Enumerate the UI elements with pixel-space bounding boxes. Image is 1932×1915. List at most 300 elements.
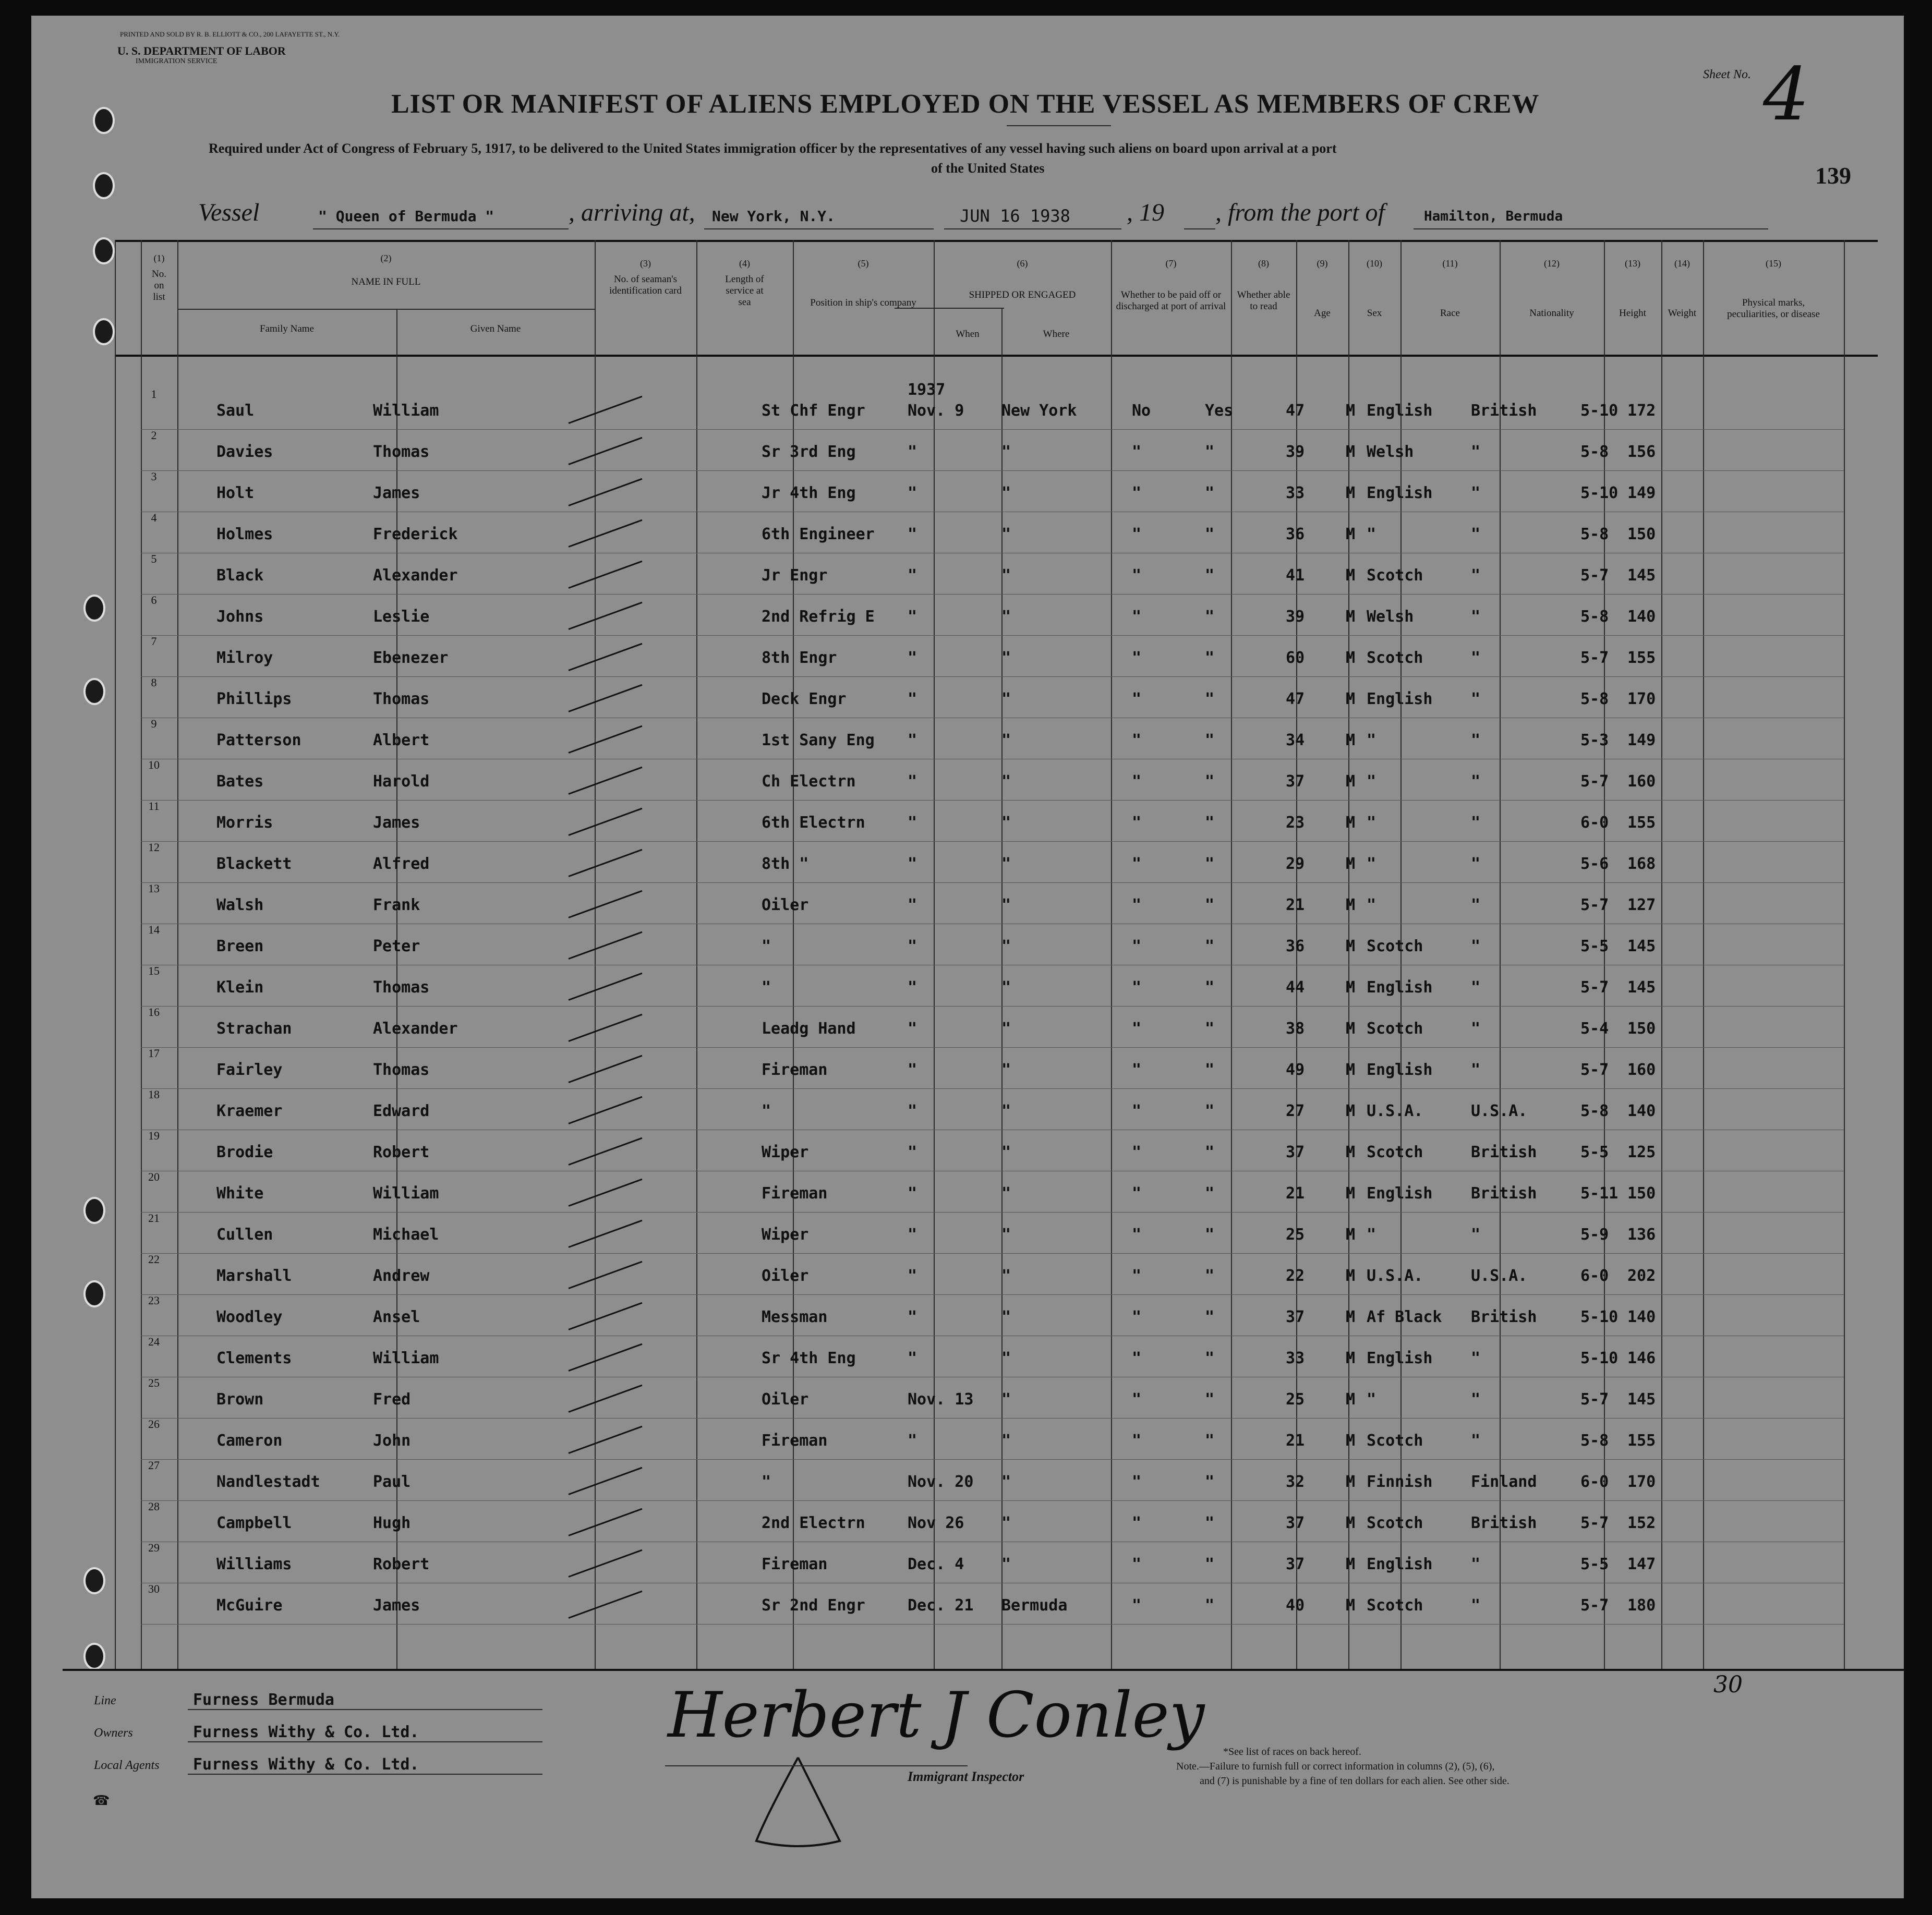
- cell-family: Clements: [216, 1349, 292, 1367]
- col3-header: No. of seaman's identification card: [609, 274, 682, 296]
- cell-family: Williams: [216, 1555, 292, 1573]
- check-mark: [568, 396, 642, 424]
- check-mark: [568, 602, 642, 630]
- cell-position: Jr 4th Eng: [762, 484, 856, 502]
- cell-race: ": [1367, 814, 1376, 832]
- cell-when: Nov. 9: [908, 402, 964, 420]
- cell-height: 5-7: [1580, 978, 1609, 997]
- row-rule: [141, 1253, 1844, 1254]
- cell-when: Nov. 13: [908, 1390, 974, 1409]
- check-mark: [568, 725, 642, 754]
- row-number: 22: [148, 1253, 160, 1266]
- cell-read: Yes: [1205, 402, 1234, 420]
- cell-weight: 160: [1627, 1061, 1656, 1079]
- cell-where: ": [1001, 978, 1011, 997]
- cell-nationality: ": [1471, 566, 1481, 585]
- vessel-name: " Queen of Bermuda ": [318, 208, 494, 225]
- cell-paid: ": [1132, 608, 1142, 626]
- cell-when: ": [908, 443, 917, 461]
- printer-line: PRINTED AND SOLD BY R. B. ELLIOTT & CO., 200 LAFAYETTE ST., N.Y.: [120, 30, 340, 38]
- cell-family: Walsh: [216, 896, 264, 914]
- cell-sex: M: [1346, 608, 1356, 626]
- cell-height: 5-7: [1580, 1514, 1609, 1532]
- cell-given: Thomas: [373, 1061, 430, 1079]
- cell-given: Leslie: [373, 608, 430, 626]
- column-rule: [177, 240, 178, 1669]
- line-rule: [188, 1709, 542, 1710]
- cell-when: ": [908, 484, 917, 502]
- cell-age: 21: [1286, 1184, 1305, 1203]
- cell-race: English: [1367, 1349, 1433, 1367]
- cell-family: Phillips: [216, 690, 292, 708]
- cell-given: William: [373, 402, 439, 420]
- cell-when: Nov 26: [908, 1514, 964, 1532]
- cell-paid: ": [1132, 1349, 1142, 1367]
- col15-header: Physical marks, peculiarities, or disease: [1727, 297, 1820, 320]
- punch-hole: [83, 1280, 105, 1307]
- cell-position: Wiper: [762, 1143, 809, 1161]
- arriving-label: , arriving at,: [569, 199, 695, 226]
- cell-nationality: ": [1471, 649, 1481, 667]
- cell-weight: 150: [1627, 1020, 1656, 1038]
- cell-family: Patterson: [216, 731, 301, 749]
- cell-nationality: British: [1471, 402, 1537, 420]
- row-rule: [141, 800, 1844, 801]
- cell-position: ": [762, 937, 771, 955]
- cell-read: ": [1205, 1432, 1215, 1450]
- cell-nationality: British: [1471, 1514, 1537, 1532]
- cell-height: 5-10: [1580, 1349, 1619, 1367]
- check-mark: [568, 1179, 642, 1207]
- row-rule: [141, 1047, 1844, 1048]
- cell-sex: M: [1346, 1308, 1356, 1326]
- cell-given: William: [373, 1184, 439, 1203]
- cell-sex: M: [1346, 690, 1356, 708]
- cell-sex: M: [1346, 566, 1356, 585]
- check-mark: [568, 1302, 642, 1330]
- col2b-header: Given Name: [470, 323, 521, 334]
- column-rule: [1703, 240, 1704, 1669]
- row-number: 5: [151, 552, 157, 565]
- cell-given: Albert: [373, 731, 430, 749]
- row-rule: [141, 882, 1844, 883]
- cell-family: Holt: [216, 484, 255, 502]
- cell-weight: 170: [1627, 690, 1656, 708]
- cell-when: ": [908, 1184, 917, 1203]
- signature-flourish: [751, 1752, 845, 1857]
- cell-position: Fireman: [762, 1555, 828, 1573]
- cell-weight: 145: [1627, 566, 1656, 585]
- cell-race: English: [1367, 1184, 1433, 1203]
- cell-family: Bates: [216, 772, 264, 791]
- cell-position: Fireman: [762, 1061, 828, 1079]
- cell-height: 5-8: [1580, 1102, 1609, 1120]
- cell-sex: M: [1346, 1349, 1356, 1367]
- cell-weight: 146: [1627, 1349, 1656, 1367]
- signature-rule: [665, 1765, 968, 1766]
- column-rule: [934, 240, 935, 1669]
- cell-family: Klein: [216, 978, 264, 997]
- cell-race: ": [1367, 855, 1376, 873]
- cell-age: 27: [1286, 1102, 1305, 1120]
- note-line-2: and (7) is punishable by a fine of ten dollars for each alien. See other side.: [1200, 1775, 1510, 1787]
- cell-sex: M: [1346, 1143, 1356, 1161]
- cell-height: 6-0: [1580, 814, 1609, 832]
- cell-age: 47: [1286, 402, 1305, 420]
- check-mark: [568, 1343, 642, 1372]
- cell-when: ": [908, 525, 917, 543]
- cell-read: ": [1205, 1390, 1215, 1409]
- cell-nationality: ": [1471, 731, 1481, 749]
- cell-race: ": [1367, 772, 1376, 791]
- cell-sex: M: [1346, 484, 1356, 502]
- cell-read: ": [1205, 1555, 1215, 1573]
- cell-where: ": [1001, 1226, 1011, 1244]
- cell-where: ": [1001, 1555, 1011, 1573]
- col14-header: Weight: [1668, 308, 1697, 319]
- cell-family: Holmes: [216, 525, 273, 543]
- cell-age: 36: [1286, 525, 1305, 543]
- cell-sex: M: [1346, 772, 1356, 791]
- cell-given: James: [373, 1596, 420, 1615]
- manifest-sheet: [31, 16, 1904, 1898]
- line-label: Line: [94, 1694, 116, 1707]
- col13-header: Height: [1619, 308, 1646, 319]
- cell-race: ": [1367, 1226, 1376, 1244]
- cell-race: English: [1367, 1061, 1433, 1079]
- col15-number: (15): [1766, 258, 1781, 269]
- row-number: 7: [151, 635, 157, 648]
- cell-read: ": [1205, 443, 1215, 461]
- col10-number: (10): [1367, 258, 1382, 269]
- cell-height: 5-11: [1580, 1184, 1619, 1203]
- cell-read: ": [1205, 566, 1215, 585]
- cell-nationality: ": [1471, 1596, 1481, 1615]
- cell-weight: 145: [1627, 978, 1656, 997]
- arriving-port: New York, N.Y.: [712, 208, 836, 225]
- cell-age: 37: [1286, 1555, 1305, 1573]
- cell-sex: M: [1346, 1596, 1356, 1615]
- cell-when: ": [908, 1349, 917, 1367]
- row-number: 24: [148, 1335, 160, 1348]
- cell-race: Scotch: [1367, 1514, 1423, 1532]
- cell-height: 5-7: [1580, 1061, 1609, 1079]
- row-number: 29: [148, 1541, 160, 1554]
- cell-height: 5-8: [1580, 608, 1609, 626]
- cell-read: ": [1205, 772, 1215, 791]
- cell-given: Harold: [373, 772, 430, 791]
- cell-race: U.S.A.: [1367, 1267, 1423, 1285]
- cell-nationality: ": [1471, 1020, 1481, 1038]
- punch-hole: [93, 237, 115, 264]
- cell-paid: ": [1132, 1555, 1142, 1573]
- cell-where: ": [1001, 1349, 1011, 1367]
- cell-paid: ": [1132, 1308, 1142, 1326]
- cell-nationality: U.S.A.: [1471, 1267, 1528, 1285]
- cell-race: Scotch: [1367, 1020, 1423, 1038]
- cell-weight: 170: [1627, 1473, 1656, 1491]
- check-mark: [568, 437, 642, 465]
- header-bottom-rule: [115, 355, 1878, 357]
- row-number: 23: [148, 1294, 160, 1307]
- cell-height: 5-9: [1580, 1226, 1609, 1244]
- cell-read: ": [1205, 1308, 1215, 1326]
- cell-given: Robert: [373, 1555, 430, 1573]
- col13-number: (13): [1625, 258, 1640, 269]
- cell-paid: ": [1132, 937, 1142, 955]
- cell-family: Cameron: [216, 1432, 283, 1450]
- col14-number: (14): [1674, 258, 1690, 269]
- cell-race: Af Black: [1367, 1308, 1442, 1326]
- cell-family: Fairley: [216, 1061, 283, 1079]
- cell-position: Deck Engr: [762, 690, 847, 708]
- cell-height: 5-4: [1580, 1020, 1609, 1038]
- stamp-mark: ☎: [93, 1793, 110, 1808]
- cell-nationality: ": [1471, 896, 1481, 914]
- from-rule: [1414, 228, 1768, 229]
- line-value: Furness Bermuda: [193, 1691, 334, 1709]
- name-subheader-rule: [177, 309, 595, 310]
- cell-weight: 140: [1627, 1308, 1656, 1326]
- cell-given: Alexander: [373, 1020, 458, 1038]
- col8-header: Whether able to read: [1237, 289, 1290, 312]
- cell-race: ": [1367, 525, 1376, 543]
- cell-when: Dec. 4: [908, 1555, 964, 1573]
- cell-height: 5-8: [1580, 525, 1609, 543]
- cell-position: ": [762, 1102, 771, 1120]
- cell-where: ": [1001, 1473, 1011, 1491]
- cell-height: 5-10: [1580, 1308, 1619, 1326]
- cell-height: 6-0: [1580, 1473, 1609, 1491]
- arriving-rule: [704, 228, 934, 229]
- col11-number: (11): [1442, 258, 1458, 269]
- row-number: 2: [151, 429, 157, 442]
- cell-sex: M: [1346, 1555, 1356, 1573]
- cell-read: ": [1205, 1184, 1215, 1203]
- col11-header: Race: [1440, 308, 1460, 319]
- cell-paid: ": [1132, 731, 1142, 749]
- col1-number: (1): [153, 253, 165, 263]
- cell-sex: M: [1346, 402, 1356, 420]
- col2a-header: Family Name: [260, 323, 314, 334]
- row-number: 9: [151, 717, 157, 730]
- cell-sex: M: [1346, 1226, 1356, 1244]
- cell-position: 6th Electrn: [762, 814, 865, 832]
- punch-hole: [93, 172, 115, 199]
- check-mark: [568, 808, 642, 836]
- row-number: 25: [148, 1376, 160, 1389]
- cell-weight: 145: [1627, 1390, 1656, 1409]
- cell-age: 39: [1286, 608, 1305, 626]
- column-rule: [115, 240, 116, 1669]
- cell-height: 5-7: [1580, 896, 1609, 914]
- cell-height: 5-7: [1580, 649, 1609, 667]
- cell-given: Michael: [373, 1226, 439, 1244]
- cell-height: 5-7: [1580, 1596, 1609, 1615]
- row-number: 1: [151, 387, 157, 401]
- cell-weight: 172: [1627, 402, 1656, 420]
- cell-height: 5-10: [1580, 402, 1619, 420]
- cell-sex: M: [1346, 855, 1356, 873]
- cell-paid: ": [1132, 1184, 1142, 1203]
- check-mark: [568, 643, 642, 671]
- agents-label: Local Agents: [94, 1759, 160, 1772]
- cell-when: ": [908, 855, 917, 873]
- cell-family: White: [216, 1184, 264, 1203]
- cell-where: New York: [1001, 402, 1077, 420]
- cell-age: 33: [1286, 484, 1305, 502]
- cell-weight: 149: [1627, 484, 1656, 502]
- cell-given: Peter: [373, 937, 420, 955]
- col12-number: (12): [1544, 258, 1560, 269]
- column-rule: [696, 240, 697, 1669]
- row-rule: [141, 1500, 1844, 1501]
- cell-paid: ": [1132, 1514, 1142, 1532]
- cell-given: Thomas: [373, 690, 430, 708]
- row-number: 14: [148, 923, 160, 936]
- cell-where: ": [1001, 1514, 1011, 1532]
- cell-family: Kraemer: [216, 1102, 283, 1120]
- cell-when: ": [908, 937, 917, 955]
- column-rule: [1661, 240, 1662, 1669]
- cell-position: Sr 4th Eng: [762, 1349, 856, 1367]
- cell-sex: M: [1346, 896, 1356, 914]
- cell-height: 5-7: [1580, 1390, 1609, 1409]
- cell-race: English: [1367, 484, 1433, 502]
- cell-where: ": [1001, 1143, 1011, 1161]
- cell-family: Black: [216, 566, 264, 585]
- table-bottom-rule: [63, 1669, 1904, 1671]
- cell-family: Blackett: [216, 855, 292, 873]
- cell-race: Scotch: [1367, 1143, 1423, 1161]
- cell-where: ": [1001, 649, 1011, 667]
- cell-nationality: Finland: [1471, 1473, 1537, 1491]
- cell-when: ": [908, 1226, 917, 1244]
- cell-when: ": [908, 814, 917, 832]
- row-rule: [141, 676, 1844, 677]
- cell-position: St Chf Engr: [762, 402, 865, 420]
- check-mark: [568, 1467, 642, 1495]
- cell-age: 60: [1286, 649, 1305, 667]
- cell-nationality: ": [1471, 1061, 1481, 1079]
- row-number: 26: [148, 1417, 160, 1431]
- cell-sex: M: [1346, 1390, 1356, 1409]
- cell-read: ": [1205, 1473, 1215, 1491]
- cell-race: Welsh: [1367, 443, 1414, 461]
- row-number: 15: [148, 964, 160, 977]
- cell-position: ": [762, 1473, 771, 1491]
- cell-read: ": [1205, 731, 1215, 749]
- cell-height: 5-6: [1580, 855, 1609, 873]
- column-rule: [1844, 240, 1845, 1669]
- col5-header: Position in ship's company: [810, 297, 916, 308]
- cell-given: Alfred: [373, 855, 430, 873]
- owners-rule: [188, 1741, 542, 1742]
- cell-paid: ": [1132, 1102, 1142, 1120]
- cell-where: ": [1001, 1184, 1011, 1203]
- cell-sex: M: [1346, 978, 1356, 997]
- cell-where: ": [1001, 772, 1011, 791]
- cell-where: ": [1001, 1432, 1011, 1450]
- page-number: 139: [1815, 162, 1851, 189]
- check-mark: [568, 1508, 642, 1536]
- service-label: IMMIGRATION SERVICE: [136, 57, 218, 65]
- cell-nationality: ": [1471, 1226, 1481, 1244]
- cell-when: ": [908, 690, 917, 708]
- vessel-rule: [313, 228, 569, 229]
- cell-sex: M: [1346, 814, 1356, 832]
- cell-family: Brodie: [216, 1143, 273, 1161]
- cell-race: ": [1367, 731, 1376, 749]
- col2-number: (2): [380, 253, 392, 263]
- row-number: 28: [148, 1500, 160, 1513]
- cell-where: ": [1001, 814, 1011, 832]
- cell-race: Scotch: [1367, 649, 1423, 667]
- cell-paid: ": [1132, 1143, 1142, 1161]
- cell-position: Oiler: [762, 1390, 809, 1409]
- cell-age: 37: [1286, 1308, 1305, 1326]
- cell-sex: M: [1346, 1514, 1356, 1532]
- cell-given: Fred: [373, 1390, 411, 1409]
- check-mark: [568, 684, 642, 712]
- row-rule: [141, 1006, 1844, 1007]
- cell-age: 37: [1286, 772, 1305, 791]
- cell-read: ": [1205, 690, 1215, 708]
- year-rule: [1184, 228, 1215, 229]
- cell-paid: ": [1132, 443, 1142, 461]
- cell-paid: ": [1132, 814, 1142, 832]
- cell-read: ": [1205, 1102, 1215, 1120]
- cell-read: ": [1205, 525, 1215, 543]
- cell-given: Alexander: [373, 566, 458, 585]
- col4-header: Length of service at sea: [725, 274, 764, 308]
- cell-when: ": [908, 649, 917, 667]
- row-number: 21: [148, 1211, 160, 1225]
- cell-nationality: ": [1471, 1390, 1481, 1409]
- date-stamp: JUN 16 1938: [960, 206, 1070, 226]
- subtitle-line-2: of the United States: [931, 161, 1045, 176]
- agents-value: Furness Withy & Co. Ltd.: [193, 1755, 419, 1774]
- check-mark: [568, 1549, 642, 1578]
- row-number: 18: [148, 1088, 160, 1101]
- cell-read: ": [1205, 937, 1215, 955]
- check-mark: [568, 1385, 642, 1413]
- year-label: , 19: [1127, 199, 1164, 226]
- cell-position: Sr 2nd Engr: [762, 1596, 865, 1615]
- row-rule: [141, 1418, 1844, 1419]
- check-mark: [568, 1096, 642, 1124]
- cell-paid: ": [1132, 1596, 1142, 1615]
- check-mark: [568, 1591, 642, 1619]
- col4-number: (4): [739, 258, 750, 269]
- cell-given: Andrew: [373, 1267, 430, 1285]
- cell-nationality: British: [1471, 1143, 1537, 1161]
- total-count: 30: [1713, 1671, 1743, 1698]
- cell-paid: ": [1132, 649, 1142, 667]
- col7-number: (7): [1165, 258, 1177, 269]
- row-number: 8: [151, 676, 157, 689]
- check-mark: [568, 561, 642, 589]
- cell-where: ": [1001, 896, 1011, 914]
- cell-where: ": [1001, 525, 1011, 543]
- cell-race: English: [1367, 978, 1433, 997]
- cell-given: Robert: [373, 1143, 430, 1161]
- cell-race: ": [1367, 896, 1376, 914]
- cell-given: Paul: [373, 1473, 411, 1491]
- cell-race: Scotch: [1367, 566, 1423, 585]
- punch-hole: [93, 318, 115, 345]
- cell-read: ": [1205, 1143, 1215, 1161]
